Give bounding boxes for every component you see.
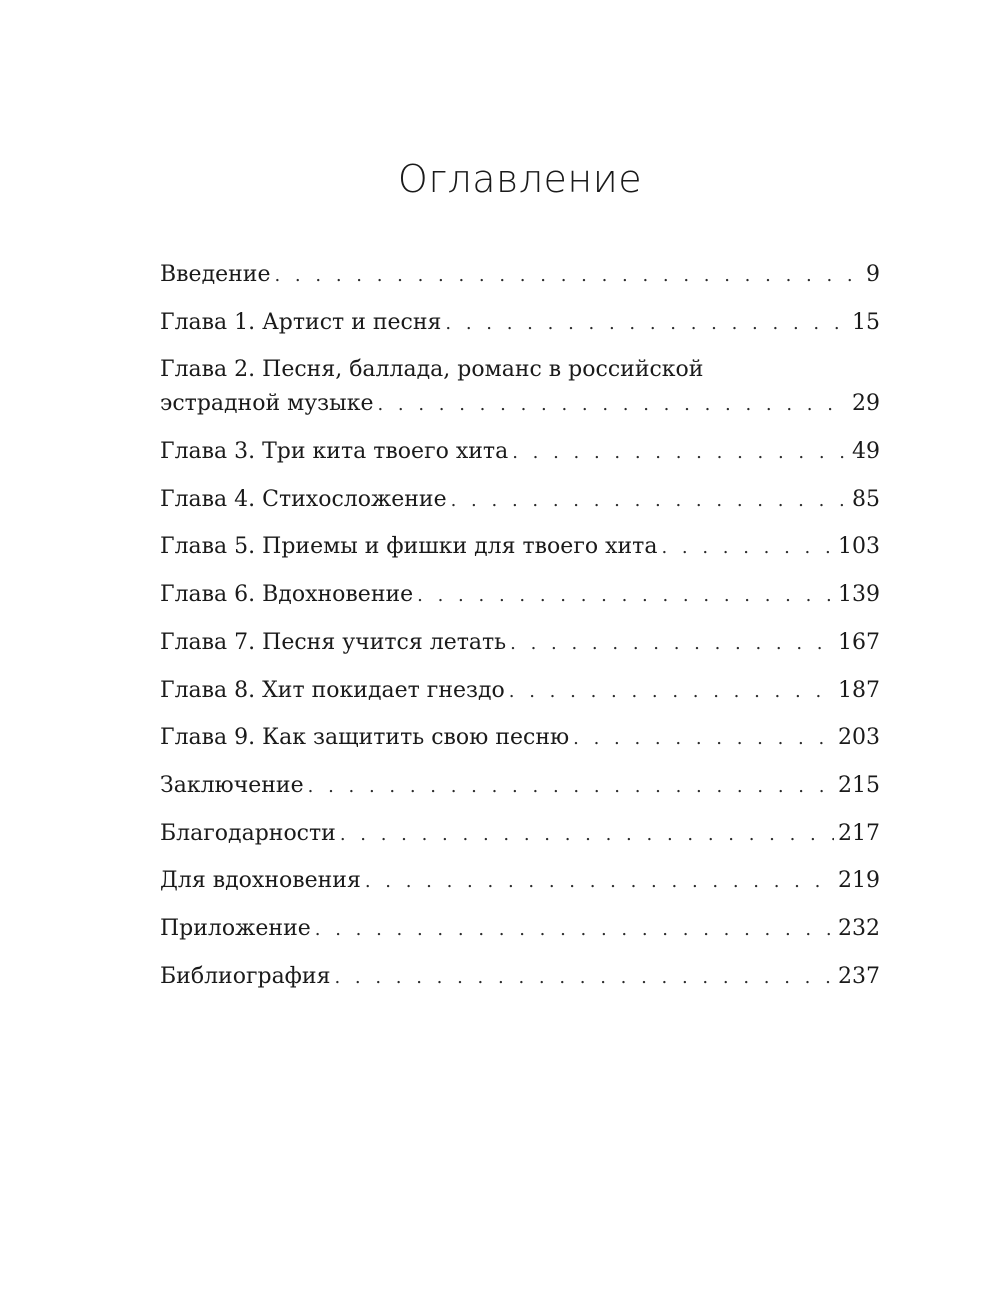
toc-entry[interactable] — [160, 674, 880, 708]
toc-entry-title: Глава 1. Артист и песня — [160, 309, 442, 335]
dot-leader — [573, 722, 834, 756]
toc-entry[interactable] — [160, 483, 880, 517]
toc-entry-page: 187 — [838, 677, 880, 703]
dot-leader — [445, 307, 848, 341]
toc-entry-title-line1: Глава 2. Песня, баллада, романс в российской — [160, 357, 704, 383]
dot-leader — [377, 388, 848, 422]
dot-leader — [334, 961, 834, 995]
dot-leader — [661, 531, 834, 565]
toc-entry-title: Глава 8. Хит покидает гнездо — [160, 677, 505, 703]
dot-leader — [451, 484, 848, 518]
dot-leader — [308, 770, 834, 804]
toc-entry-page: 203 — [838, 725, 880, 751]
toc-entry-title: Благодарности — [160, 820, 336, 846]
toc-entry-title: Библиография — [160, 963, 331, 989]
toc-entry[interactable] — [160, 912, 880, 946]
toc-entry[interactable] — [160, 769, 880, 803]
dot-leader — [509, 675, 834, 709]
dot-leader — [365, 865, 834, 899]
toc-entry-title: эстрадной музыке — [160, 391, 374, 417]
toc-entry-page: 85 — [852, 486, 880, 512]
toc-entry-title: Приложение — [160, 915, 311, 941]
toc-entry[interactable] — [160, 530, 880, 564]
dot-leader — [417, 579, 834, 613]
dot-leader — [315, 913, 834, 947]
toc-entry[interactable] — [160, 353, 880, 421]
toc-entry[interactable] — [160, 626, 880, 660]
toc-entry-page: 167 — [838, 629, 880, 655]
toc-entry[interactable] — [160, 306, 880, 340]
toc-entry-title: Глава 7. Песня учится летать — [160, 629, 507, 655]
toc-entry-title: Введение — [160, 262, 271, 287]
toc-entry-page: 217 — [838, 820, 880, 846]
toc-entry-title: Глава 6. Вдохновение — [160, 582, 414, 608]
table-of-contents — [160, 258, 880, 1007]
toc-entry-page: 49 — [852, 439, 880, 465]
toc-entry-page: 15 — [852, 309, 880, 335]
toc-entry[interactable] — [160, 721, 880, 755]
toc-entry-title: Глава 3. Три кита твоего хита — [160, 439, 509, 465]
toc-entry-title: Для вдохновения — [160, 868, 361, 894]
dot-leader — [274, 259, 862, 293]
toc-entry-title: Заключение — [160, 772, 304, 798]
toc-entry-page: 237 — [838, 963, 880, 989]
toc-entry[interactable] — [160, 578, 880, 612]
toc-entry-title: Глава 5. Приемы и фишки для твоего хита — [160, 534, 658, 560]
dot-leader — [340, 818, 834, 852]
toc-entry-page: 219 — [838, 868, 880, 894]
toc-entry-page: 215 — [838, 772, 880, 798]
toc-entry-title: Глава 9. Как защитить свою песню — [160, 725, 570, 751]
dot-leader — [512, 436, 848, 470]
toc-entry[interactable] — [160, 817, 880, 851]
toc-entry-page: 232 — [838, 915, 880, 941]
toc-entry[interactable] — [160, 864, 880, 898]
toc-entry[interactable] — [160, 258, 880, 292]
toc-entry-title: Глава 4. Стихосложение — [160, 486, 447, 512]
toc-entry-page: 9 — [866, 262, 880, 287]
dot-leader — [510, 627, 834, 661]
toc-entry-page: 103 — [838, 534, 880, 560]
page-title: Оглавление — [397, 157, 643, 202]
toc-entry-page: 29 — [852, 391, 880, 417]
toc-entry[interactable] — [160, 960, 880, 994]
toc-entry[interactable] — [160, 435, 880, 469]
toc-entry-page: 139 — [838, 582, 880, 608]
